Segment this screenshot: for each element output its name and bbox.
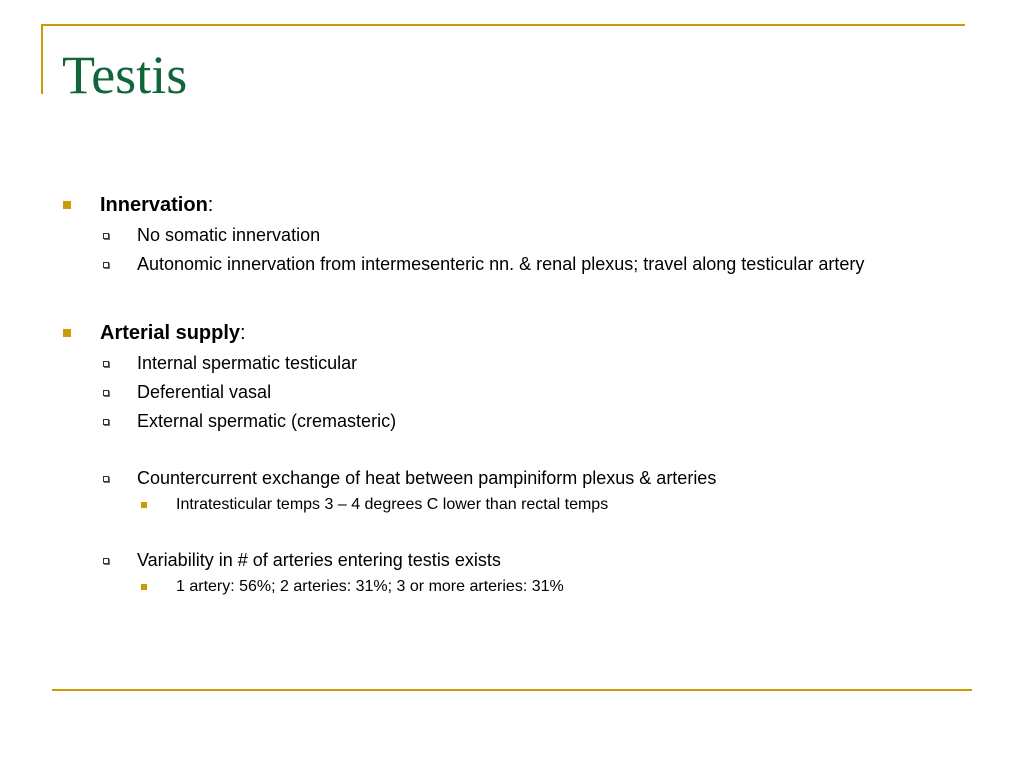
colon: : — [240, 322, 246, 344]
hollow-square-bullet-icon — [103, 233, 109, 239]
heading-text: Innervation — [100, 194, 208, 216]
colon: : — [207, 194, 214, 216]
sub-list-item: 1 artery: 56%; 2 arteries: 31%; 3 or more arteries: 31% — [176, 578, 564, 595]
hollow-square-bullet-icon — [103, 476, 109, 482]
square-bullet-icon — [141, 502, 147, 508]
hollow-square-bullet-icon — [103, 262, 109, 268]
hollow-square-bullet-icon — [103, 419, 109, 425]
hollow-square-bullet-icon — [103, 361, 109, 367]
list-item: External spermatic (cremasteric) — [137, 411, 397, 431]
list-item: Countercurrent exchange of heat between pampiniform plexus & arteries — [137, 468, 717, 488]
square-bullet-icon — [63, 329, 71, 337]
title-side-rule — [41, 24, 43, 94]
heading-arterial-supply — [100, 321, 246, 345]
bottom-rule — [52, 689, 972, 691]
heading-innervation — [100, 193, 213, 217]
top-rule — [42, 24, 965, 26]
square-bullet-icon — [141, 584, 147, 590]
square-bullet-icon — [63, 201, 71, 209]
sub-list-item: Intratesticular temps 3 – 4 degrees C lower than rectal temps — [176, 496, 609, 513]
list-item: No somatic innervation — [137, 225, 321, 245]
slide-title: Testis — [62, 45, 188, 105]
hollow-square-bullet-icon — [103, 390, 109, 396]
heading-text: Arterial supply — [100, 322, 241, 344]
list-item: Variability in # of arteries entering testis exists — [137, 550, 501, 570]
list-item: Autonomic innervation from intermesenteric nn. & renal plexus; travel along testicular artery — [137, 254, 865, 274]
hollow-square-bullet-icon — [103, 558, 109, 564]
list-item: Deferential vasal — [137, 382, 272, 402]
list-item: Internal spermatic testicular — [137, 353, 358, 373]
